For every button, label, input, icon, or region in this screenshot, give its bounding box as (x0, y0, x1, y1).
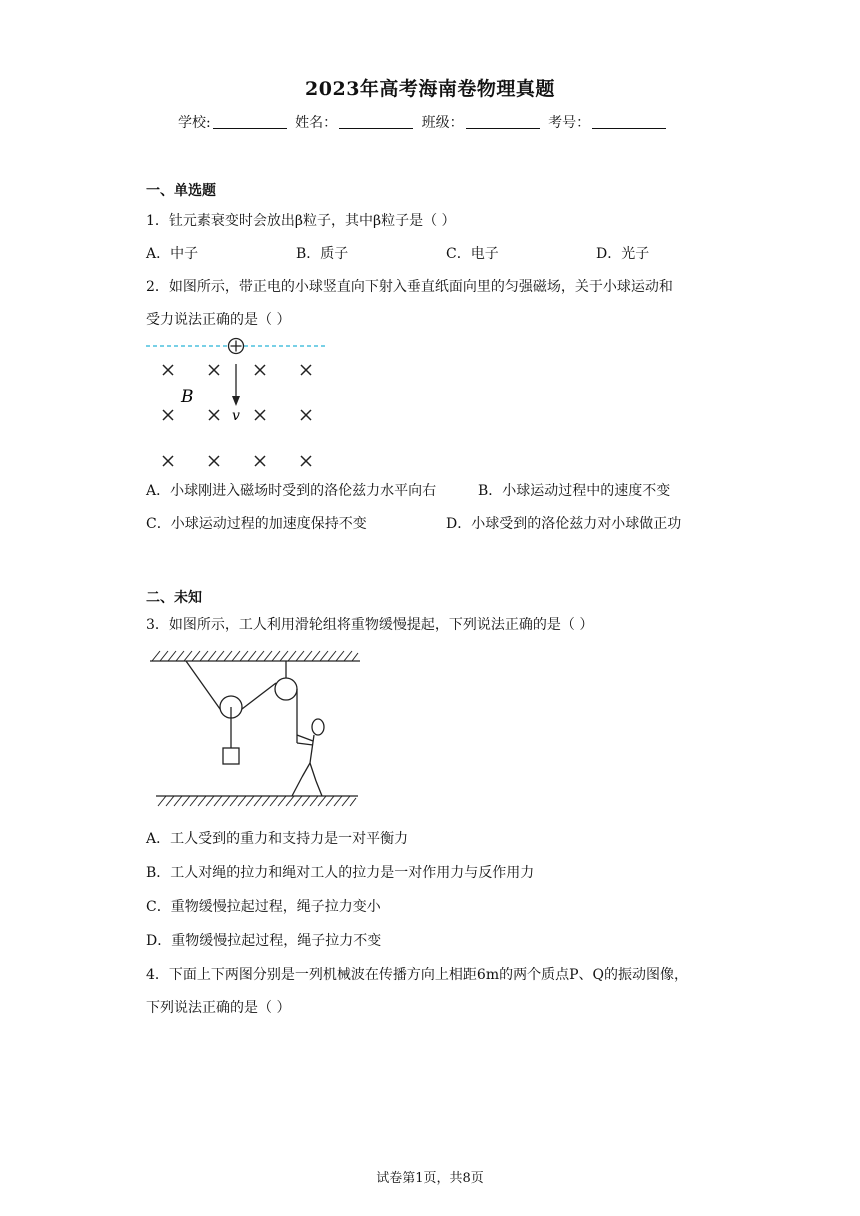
q1-option-a: A．中子 (146, 246, 199, 262)
q2-option-b: B．小球运动过程中的速度不变 (478, 483, 671, 499)
q3-stem: 3．如图所示，工人利用滑轮组将重物缓慢提起，下列说法正确的是（ ） (146, 617, 594, 633)
q3-option-c: C．重物缓慢拉起过程，绳子拉力变小 (146, 899, 381, 915)
q2-option-c: C．小球运动过程的加速度保持不变 (146, 516, 367, 532)
q3-pulley-figure (146, 645, 366, 815)
velocity-label-v: v (232, 408, 240, 424)
q2-magnetic-field-figure (140, 334, 340, 474)
exam-title: 2023年高考海南卷物理真题 (305, 78, 555, 100)
ceiling (150, 651, 360, 661)
q3-option-d: D．重物缓慢拉起过程，绳子拉力不变 (146, 933, 382, 949)
name-blank[interactable] (339, 114, 413, 129)
positive-charge-icon (229, 339, 244, 354)
exam-no-label: 考号： (548, 115, 591, 131)
q2-option-a: A．小球刚进入磁场时受到的洛伦兹力水平向右 (146, 483, 437, 499)
q1-option-d: D．光子 (596, 246, 650, 262)
q4-stem-line-2: 下列说法正确的是（ ） (146, 1000, 291, 1016)
q1-option-c: C．电子 (446, 246, 499, 262)
q2-option-d: D．小球受到的洛伦兹力对小球做正功 (446, 516, 682, 532)
field-label-b: B (181, 387, 194, 407)
q2-stem-line-1: 2．如图所示，带正电的小球竖直向下射入垂直纸面向里的匀强磁场，关于小球运动和 (146, 279, 673, 295)
class-blank[interactable] (466, 114, 540, 129)
ground (156, 796, 358, 806)
class-label: 班级： (421, 115, 464, 131)
heavy-object (223, 748, 239, 764)
section-heading-1: 一、单选题 (146, 183, 216, 199)
q3-option-a: A．工人受到的重力和支持力是一对平衡力 (146, 831, 409, 847)
student-info-row (178, 112, 670, 132)
arrow-head-icon (232, 396, 240, 406)
q1-stem: 1．钍元素衰变时会放出β粒子，其中β粒子是（ ） (146, 213, 456, 229)
school-label: 学校: (178, 115, 211, 131)
page-footer: 试卷第1页，共8页 (376, 1171, 484, 1186)
q2-stem-line-2: 受力说法正确的是（ ） (146, 312, 291, 328)
school-blank[interactable] (213, 114, 287, 129)
fixed-pulley (275, 678, 297, 700)
q1-option-b: B．质子 (296, 246, 349, 262)
q3-option-b: B．工人对绳的拉力和绳对工人的拉力是一对作用力与反作用力 (146, 865, 535, 881)
section-heading-2: 二、未知 (146, 590, 202, 606)
name-label: 姓名： (295, 115, 338, 131)
q4-stem-line-1: 4．下面上下两图分别是一列机械波在传播方向上相距6m的两个质点P、Q的振动图像， (146, 967, 688, 983)
exam-no-blank[interactable] (592, 114, 666, 129)
